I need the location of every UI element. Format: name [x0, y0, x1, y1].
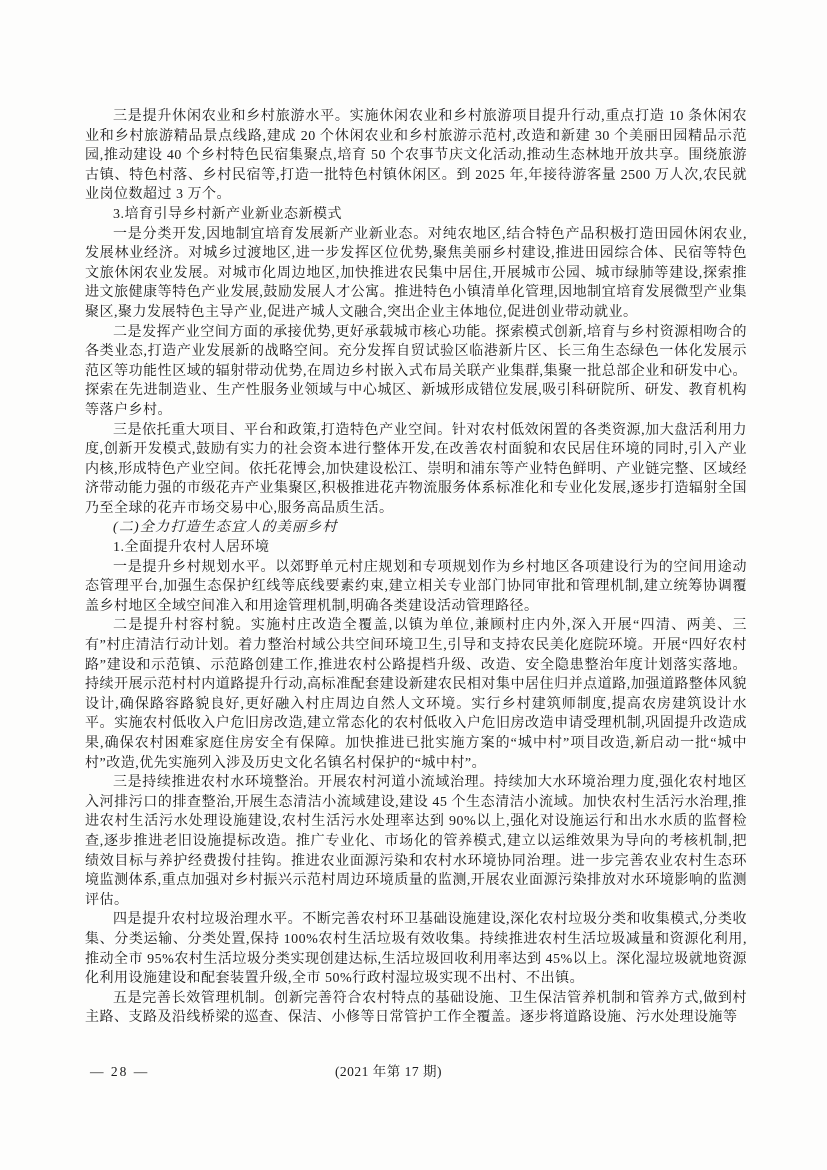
paragraph: 四是提升农村垃圾治理水平。不断完善农村环卫基础设施建设,深化农村垃圾分类和收集模式,分类收集、分类运输、分类处置,保持 100%农村生活垃圾有效收集。持续推进农村生活垃圾减量和资源化利用,推动全市 95%农村生活垃圾分类实现创建达标,生活垃圾回收利用率达到 45%以上。深化湿垃圾就地资源化利用设施建设和配套装置升级,全市 50%行政村湿垃圾实现不出村、不出镇。: [85, 912, 747, 987]
document-body: [85, 107, 747, 1028]
paragraph: 二是提升村容村貌。实施村庄改造全覆盖,以镇为单位,兼顾村庄内外,深入开展“四清、两美、三有”村庄清洁行动计划。着力整治村域公共空间环境卫生,引导和支持农民美化庭院环境。开展“四好农村路”建设和示范镇、示范路创建工作,推进农村公路提档升级、改造、安全隐患整治年度计划落实落地。持续开展示范村村内道路提升行动,高标准配套建设新建农民相对集中居住归并点道路,加强道路整体风貌设计,确保路容路貌良好,更好融入村庄周边自然人文环境。实行乡村建筑师制度,提高农房建筑设计水平。实施农村低收入户危旧房改造,建立常态化的农村低收入户危旧房改造申请受理机制,巩固提升改造成果,确保农村困难家庭住房安全有保障。加快推进已批实施方案的“城中村”项目改造,新启动一批“城中村”改造,优先实施列入涉及历史文化名镇名村保护的“城中村”。: [85, 618, 747, 771]
paragraph: 二是发挥产业空间方面的承接优势,更好承载城市核心功能。探索模式创新,培育与乡村资源相吻合的各类业态,打造产业发展新的战略空间。充分发挥自贸试验区临港新片区、长三角生态绿色一体化发展示范区等功能性区域的辐射带动优势,在周边乡村嵌入式布局关联产业集群,集聚一批总部企业和研发中心。探索在先进制造业、生产性服务业领域与中心城区、新城形成错位发展,吸引科研院所、研发、教育机构等落户乡村。: [85, 324, 747, 418]
section-heading: 3.培育引导乡村新产业新业态新模式: [113, 206, 342, 222]
page-number: — 28 —: [90, 1064, 150, 1079]
paragraph: 一是分类开发,因地制宜培育发展新产业新业态。对纯农地区,结合特色产品积极打造田园休闲农业,发展林业经济。对城乡过渡地区,进一步发挥区位优势,聚焦美丽乡村建设,推进田园综合体、民宿等特色文旅休闲农业发展。对城市化周边地区,加快推进农民集中居住,开展城市公园、城市绿肺等建设,探索推进文旅健康等特色产业发展,鼓励发展人才公寓。推进特色小镇清单化管理,因地制宜培育发展微型产业集聚区,聚力发展特色主导产业,促进产城人文融合,突出企业主体地位,促进创业带动就业。: [85, 226, 747, 320]
section-heading: (二)全力打造生态宜人的美丽乡村: [113, 520, 338, 536]
paragraph: 三是依托重大项目、平台和政策,打造特色产业空间。针对农村低效闲置的各类资源,加大盘活利用力度,创新开发模式,鼓励有实力的社会资本进行整体开发,在改善农村面貌和农民居住环境的同时,引入产业内核,形成特色产业空间。依托花博会,加快建设松江、崇明和浦东等产业特色鲜明、产业链完整、区域经济带动能力强的市级花卉产业集聚区,积极推进花卉物流服务体系标准化和专业化发展,逐步打造辐射全国乃至全球的花卉市场交易中心,服务高品质生活。: [85, 422, 747, 516]
paragraph: 一是提升乡村规划水平。以郊野单元村庄规划和专项规划作为乡村地区各项建设行为的空间用途动态管理平台,加强生态保护红线等底线要素约束,建立相关专业部门协同审批和管理机制,建立统筹协调覆盖乡村地区全域空间准入和用途管理机制,明确各类建设活动管理路径。: [85, 559, 747, 614]
issue-label: (2021 年第 17 期): [334, 1064, 443, 1079]
paragraph: 五是完善长效管理机制。创新完善符合农村特点的基础设施、卫生保洁管养机制和管养方式,做到村主路、支路及沿线桥梁的巡查、保洁、小修等日常管护工作全覆盖。逐步将道路设施、污水处理设施等: [85, 990, 747, 1026]
section-heading: 1.全面提升农村人居环境: [113, 540, 270, 556]
page-footer: [85, 1061, 747, 1083]
paragraph: 三是提升休闲农业和乡村旅游水平。实施休闲农业和乡村旅游项目提升行动,重点打造 10 条休闲农业和乡村旅游精品景点线路,建成 20 个休闲农业和乡村旅游示范村,改造和新建 30 个美丽田园精品示范园,推动建设 40 个乡村特色民宿集聚点,培育 50 个农事节庆文化活动,推动生态林地开放共享。围绕旅游古镇、特色村落、乡村民宿等,打造一批特色村镇休闲区。到 2025 年,年接待游客量 2500 万人次,农民就业岗位数超过 3 万个。: [85, 109, 747, 203]
paragraph: 三是持续推进农村水环境整治。开展农村河道小流域治理。持续加大水环境治理力度,强化农村地区入河排污口的排查整治,开展生态清洁小流域建设,建设 45 个生态清洁小流域。加快农村生活污水治理,推进农村生活污水处理设施建设,农村生活污水处理率达到 90%以上,强化对设施运行和出水水质的监督检查,逐步推进老旧设施提标改造。推广专业化、市场化的管养模式,建立以运维效果为导向的考核机制,把绩效目标与养护经费拨付挂钩。推进农业面源污染和农村水环境协同治理。进一步完善农业农村生态环境监测体系,重点加强对乡村振兴示范村周边环境质量的监测,开展农业面源污染排放对水环境影响的监测评估。: [85, 775, 747, 908]
